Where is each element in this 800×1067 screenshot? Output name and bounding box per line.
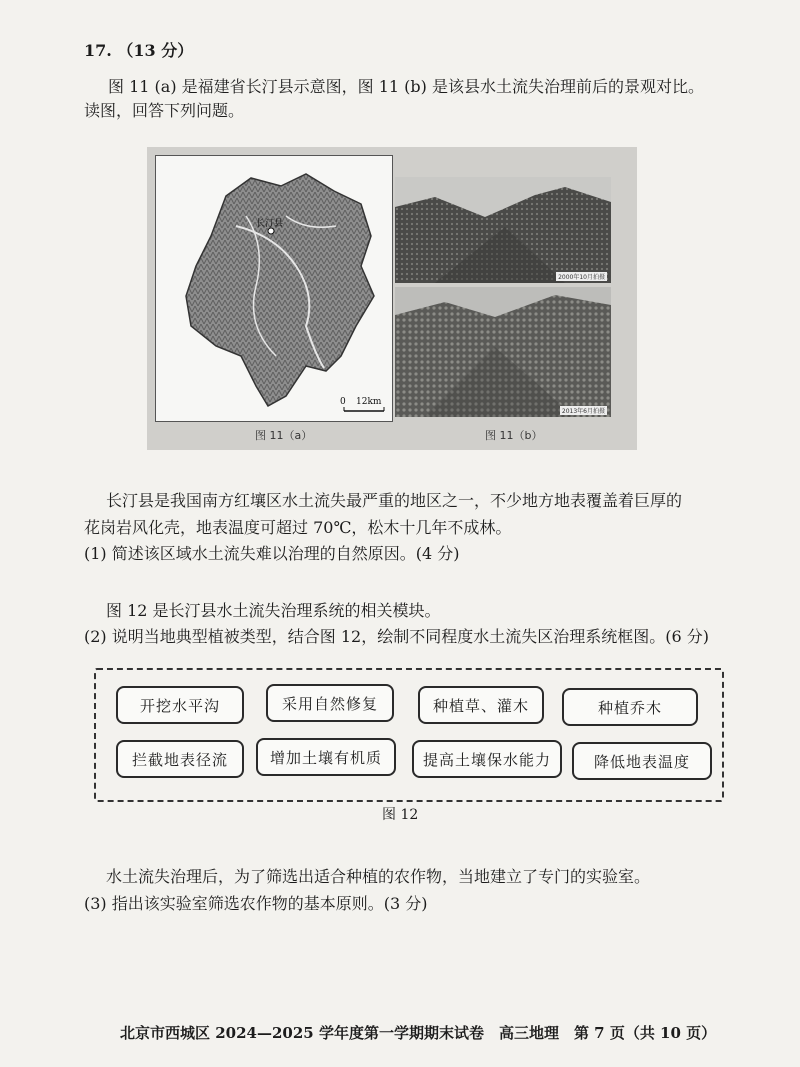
question-3: (3) 指出该实验室筛选农作物的基本原则。(3 分) bbox=[84, 894, 428, 913]
module-improve-water-retention: 提高土壤保水能力 bbox=[412, 740, 562, 778]
module-plant-trees: 种植乔木 bbox=[562, 688, 698, 726]
module-intercept-runoff: 拦截地表径流 bbox=[116, 740, 244, 778]
figure11a-caption: 图 11（a） bbox=[255, 429, 313, 442]
figure-12-diagram bbox=[94, 668, 724, 802]
module-lower-surface-temp: 降低地表温度 bbox=[572, 742, 712, 780]
paragraph1-line2: 花岗岩风化壳，地表温度可超过 70℃，松木十几年不成林。 bbox=[84, 518, 512, 537]
module-plant-grass-shrub: 种植草、灌木 bbox=[418, 686, 544, 724]
question-number-text: 17. bbox=[84, 41, 112, 60]
county-seat-label: 长汀县 bbox=[256, 219, 284, 229]
photo-after-date: 2013年6月拍摄 bbox=[561, 408, 605, 415]
photo-before-date: 2000年10月拍摄 bbox=[558, 274, 605, 281]
figure-11 bbox=[147, 147, 637, 450]
changting-map bbox=[155, 155, 393, 422]
scale-value: 12km bbox=[356, 397, 382, 407]
figure12-caption: 图 12 bbox=[382, 807, 419, 823]
question-intro-line1: 图 11 (a) 是福建省长汀县示意图，图 11 (b) 是该县水土流失治理前后的景观对比。 bbox=[108, 77, 704, 96]
photo-before bbox=[395, 177, 611, 283]
county-map-graphic bbox=[156, 156, 392, 421]
question-intro-line2: 读图，回答下列问题。 bbox=[84, 101, 245, 120]
question-1: (1) 简述该区域水土流失难以治理的自然原因。(4 分) bbox=[84, 544, 460, 563]
question-points: （13 分） bbox=[117, 41, 194, 60]
scale-zero: 0 bbox=[340, 397, 346, 407]
page-footer: 北京市西城区 2024—2025 学年度第一学期期末试卷 高三地理 第 7 页（共 10 页） bbox=[120, 1024, 717, 1042]
photo-after bbox=[395, 287, 611, 417]
figure12-intro: 图 12 是长汀县水土流失治理系统的相关模块。 bbox=[106, 601, 441, 620]
question-2: (2) 说明当地典型植被类型，结合图 12，绘制不同程度水土流失区治理系统框图。(6 分) bbox=[84, 627, 709, 646]
county-outline bbox=[186, 174, 374, 406]
module-natural-restoration: 采用自然修复 bbox=[266, 684, 394, 722]
module-increase-organic-matter: 增加土壤有机质 bbox=[256, 738, 396, 776]
question-number bbox=[84, 40, 193, 62]
module-dig-horizontal-ditch: 开挖水平沟 bbox=[116, 686, 244, 724]
paragraph3: 水土流失治理后，为了筛选出适合种植的农作物，当地建立了专门的实验室。 bbox=[106, 867, 651, 886]
figure11b-caption: 图 11（b） bbox=[485, 429, 543, 442]
paragraph1-line1: 长汀县是我国南方红壤区水土流失最严重的地区之一，不少地方地表覆盖着巨厚的 bbox=[106, 491, 683, 510]
